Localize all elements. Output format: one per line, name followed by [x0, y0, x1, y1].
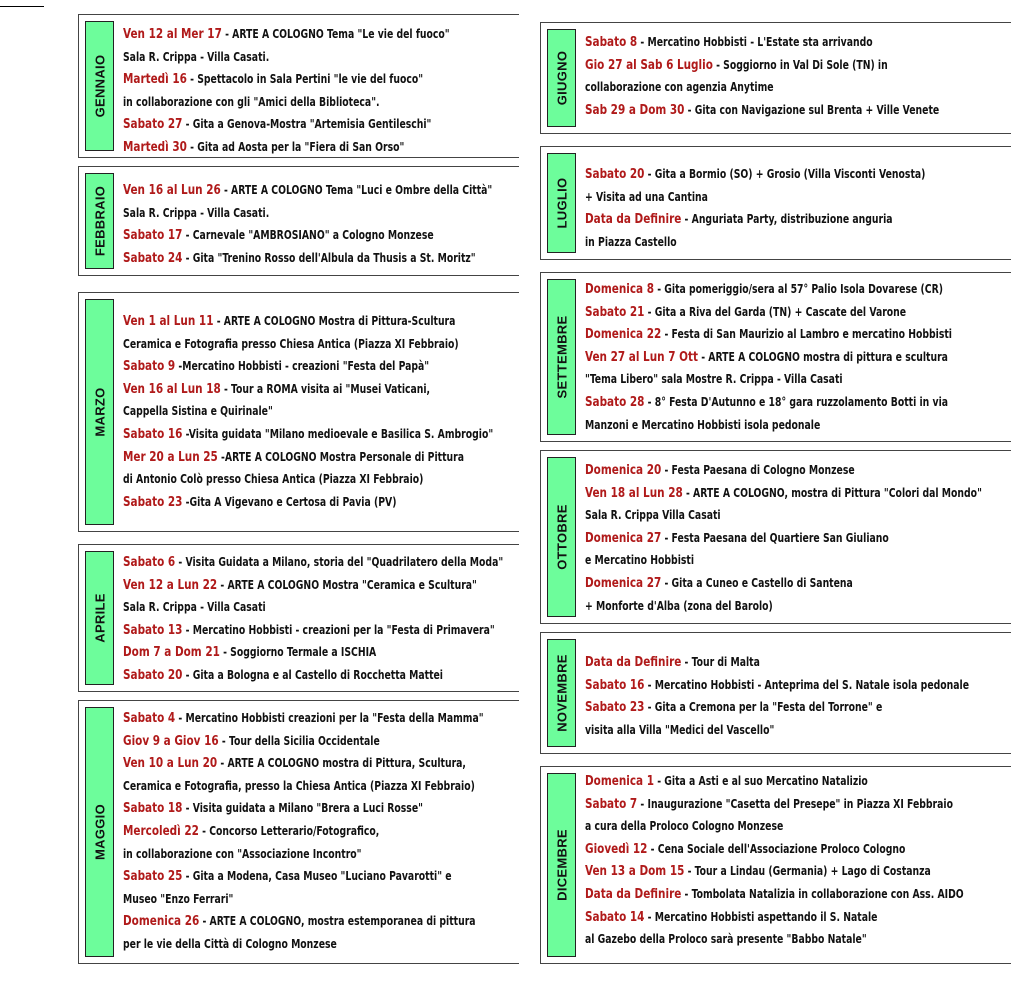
event-line: Ven 12 a Lun 22 - ARTE A COLOGNO Mostra "Ceramica e Scultura" — [123, 576, 477, 593]
event-line: Sabato 27 - Gita a Genova-Mostra "Artemisia Gentileschi" — [123, 116, 432, 133]
month-label: NOVEMBRE — [554, 654, 569, 732]
event-line: Ven 10 a Lun 20 - ARTE A COLOGNO mostra di Pittura, Scultura, — [123, 755, 466, 772]
event-line: + Monforte d'Alba (zona del Barolo) — [585, 598, 773, 613]
event-line: Sala R. Crippa - Villa Casati — [123, 600, 266, 615]
month-tab — [547, 153, 576, 253]
event-line: a cura della Proloco Cologno Monzese — [585, 819, 784, 834]
event-line: Sabato 21 - Gita a Riva del Garda (TN) + Cascate del Varone — [585, 303, 907, 320]
event-line: Sabato 9 -Mercatino Hobbisti - creazioni "Festa del Papà" — [123, 358, 430, 375]
event-line: Domenica 27 - Gita a Cuneo e Castello di Santena — [585, 574, 853, 591]
month-luglio — [540, 146, 1011, 260]
top-rule — [0, 6, 44, 7]
event-line: Ven 13 a Dom 15 - Tour a Lindau (Germania) + Lago di Costanza — [585, 863, 931, 880]
event-line: per le vie della Città di Cologno Monzese — [123, 936, 337, 951]
event-line: Data da Definire - Tombolata Natalizia in collaborazione con Ass. AIDO — [585, 885, 964, 902]
month-tab — [547, 773, 576, 957]
event-line: Sabato 23 -Gita A Vigevano e Certosa di Pavia (PV) — [123, 493, 397, 510]
event-line: Sabato 17 - Carnevale "AMBROSIANO" a Cologno Monzese — [123, 227, 434, 244]
event-line: collaborazione con agenzia Anytime — [585, 80, 774, 95]
event-line: Sabato 28 - 8° Festa D'Autunno e 18° gara ruzzolamento Botti in via — [585, 393, 949, 410]
event-line: in collaborazione con gli "Amici della Biblioteca". — [123, 94, 380, 109]
event-line: Data da Definire - Tour di Malta — [585, 654, 760, 670]
month-label: LUGLIO — [554, 177, 569, 229]
event-line: Data da Definire - Anguriata Party, distribuzione anguria — [585, 211, 893, 228]
month-tab — [85, 707, 114, 957]
event-line: Ven 27 al Lun 7 Ott - ARTE A COLOGNO mostra di pittura e scultura — [585, 348, 948, 365]
event-line: Sabato 23 - Gita a Cremona per la "Festa del Torrone" e — [585, 699, 883, 716]
event-line: Domenica 26 - ARTE A COLOGNO, mostra estemporanea di pittura — [123, 913, 476, 930]
month-settembre — [540, 272, 1011, 442]
month-tab — [547, 639, 576, 747]
event-line: Ven 1 al Lun 11 - ARTE A COLOGNO Mostra di Pittura-Scultura — [123, 313, 456, 329]
event-line: Mer 20 a Lun 25 -ARTE A COLOGNO Mostra Personale di Pittura — [123, 448, 464, 465]
event-line: Sabato 4 - Mercatino Hobbisti creazioni per la "Festa della Mamma" — [123, 710, 484, 726]
event-line: visita alla Villa "Medici del Vascello" — [585, 722, 775, 737]
event-line: in Piazza Castello — [585, 234, 677, 249]
month-tab — [85, 173, 114, 269]
event-line: Sabato 24 - Gita "Trenino Rosso dell'Albula da Thusis a St. Moritz" — [123, 249, 476, 266]
event-line: Sabato 8 - Mercatino Hobbisti - L'Estate sta arrivando — [585, 34, 873, 50]
event-line: Ven 16 al Lun 18 - Tour a ROMA visita ai "Musei Vaticani, — [123, 380, 431, 397]
event-line: Domenica 1 - Gita a Asti e al suo Mercatino Natalizio — [585, 773, 868, 789]
event-line: Museo "Enzo Ferrari" — [123, 891, 234, 906]
month-marzo — [78, 292, 519, 532]
month-febbraio — [78, 166, 519, 276]
event-line: Mercoledì 22 - Concorso Letterario/Fotografico, — [123, 822, 380, 839]
event-line: Sala R. Crippa - Villa Casati. — [123, 49, 270, 64]
month-tab — [547, 457, 576, 617]
event-line: Ceramica e Fotografia presso Chiesa Antica (Piazza XI Febbraio) — [123, 336, 459, 351]
month-label: MAGGIO — [92, 804, 107, 860]
month-ottobre — [540, 450, 1011, 624]
event-line: Martedì 16 - Spettacolo in Sala Pertini "le vie del fuoco" — [123, 71, 424, 88]
event-line: e Mercatino Hobbisti — [585, 553, 695, 568]
month-tab — [85, 299, 114, 525]
month-tab — [547, 279, 576, 435]
month-dicembre — [540, 766, 1011, 964]
event-line: Sab 29 a Dom 30 - Gita con Navigazione sul Brenta + Ville Venete — [585, 101, 940, 118]
event-line: Martedì 30 - Gita ad Aosta per la "Fiera di San Orso" — [123, 138, 405, 155]
month-tab — [85, 551, 114, 685]
event-line: di Antonio Colò presso Chiesa Antica (Piazza XI Febbraio) — [123, 472, 424, 487]
event-line: Sabato 25 - Gita a Modena, Casa Museo "Luciano Pavarotti" e — [123, 868, 452, 885]
event-line: Sabato 14 - Mercatino Hobbisti aspettando il S. Natale — [585, 908, 878, 925]
event-line: Sabato 16 - Mercatino Hobbisti - Anteprima del S. Natale isola pedonale — [585, 676, 970, 693]
month-label: OTTOBRE — [554, 504, 569, 570]
month-label: SETTEMBRE — [554, 315, 569, 399]
event-line: Giovedì 12 - Cena Sociale dell'Associazione Proloco Cologno — [585, 840, 906, 857]
event-line: Sabato 20 - Gita a Bologna e al Castello di Rocchetta Mattei — [123, 666, 444, 683]
event-line: Domenica 27 - Festa Paesana del Quartiere San Giuliano — [585, 529, 889, 546]
event-line: Sabato 6 - Visita Guidata a Milano, storia del "Quadrilatero della Moda" — [123, 554, 504, 570]
month-maggio — [78, 700, 519, 964]
event-line: Ven 12 al Mer 17 - ARTE A COLOGNO Tema "Le vie del fuoco" — [123, 26, 450, 42]
month-label: GENNAIO — [92, 54, 107, 118]
month-aprile — [78, 544, 519, 692]
event-line: Domenica 22 - Festa di San Maurizio al Lambro e mercatino Hobbisti — [585, 326, 952, 343]
event-line: Cappella Sistina e Quirinale" — [123, 404, 273, 419]
event-line: Sabato 7 - Inaugurazione "Casetta del Presepe" in Piazza XI Febbraio — [585, 795, 953, 812]
event-line: Sabato 16 -Visita guidata "Milano medioevale e Basilica S. Ambrogio" — [123, 425, 494, 442]
event-line: Dom 7 a Dom 21 - Soggiorno Termale a ISCHIA — [123, 644, 377, 661]
month-label: DICEMBRE — [554, 829, 569, 901]
event-line: "Tema Libero" sala Mostre R. Crippa - Villa Casati — [585, 372, 843, 387]
event-line: Sabato 13 - Mercatino Hobbisti - creazioni per la "Festa di Primavera" — [123, 621, 495, 638]
event-line: Ven 18 al Lun 28 - ARTE A COLOGNO, mostra di Pittura "Colori dal Mondo" — [585, 484, 982, 501]
event-line: Sala R. Crippa - Villa Casati. — [123, 205, 270, 220]
month-tab — [547, 29, 576, 127]
event-line: + Visita ad una Cantina — [585, 189, 708, 204]
event-line: in collaborazione con "Associazione Incontro" — [123, 846, 362, 861]
month-label: GIUGNO — [554, 50, 569, 106]
event-line: Manzoni e Mercatino Hobbisti isola pedonale — [585, 417, 821, 432]
event-line: al Gazebo della Proloco sarà presente "Babbo Natale" — [585, 932, 867, 947]
event-line: Gio 27 al Sab 6 Luglio - Soggiorno in Val Di Sole (TN) in — [585, 56, 888, 73]
month-giugno — [540, 22, 1011, 134]
month-label: MARZO — [92, 387, 107, 437]
event-line: Ven 16 al Lun 26 - ARTE A COLOGNO Tema "Luci e Ombre della Città" — [123, 182, 493, 198]
event-line: Sala R. Crippa Villa Casati — [585, 508, 721, 523]
month-tab — [85, 21, 114, 151]
event-line: Domenica 20 - Festa Paesana di Cologno Monzese — [585, 462, 855, 478]
event-line: Domenica 8 - Gita pomeriggio/sera al 57° Palio Isola Dovarese (CR) — [585, 281, 943, 297]
event-line: Giov 9 a Giov 16 - Tour della Sicilia Occidentale — [123, 732, 380, 749]
event-line: Ceramica e Fotografia, presso la Chiesa Antica (Piazza XI Febbraio) — [123, 778, 475, 793]
month-label: APRILE — [92, 593, 107, 643]
event-line: Sabato 20 - Gita a Bormio (SO) + Grosio (Villa Visconti Venosta) — [585, 166, 926, 182]
event-line: Sabato 18 - Visita guidata a Milano "Brera a Luci Rosse" — [123, 800, 423, 817]
month-novembre — [540, 632, 1011, 754]
month-label: FEBBRAIO — [92, 185, 107, 257]
month-gennaio — [78, 14, 519, 158]
